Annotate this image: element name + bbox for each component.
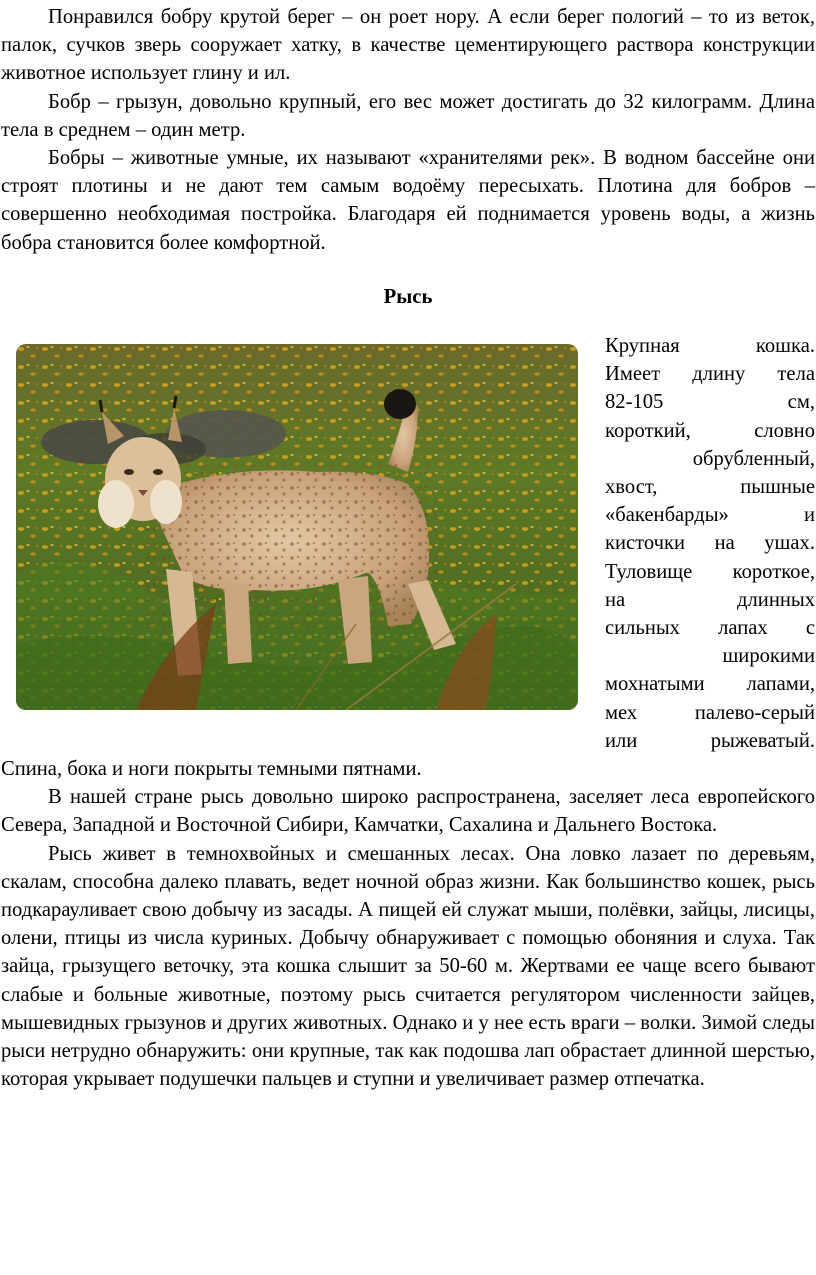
side-line: Имеет длину тела <box>605 363 815 386</box>
side-line: сильных лапах с <box>605 617 815 640</box>
side-line: «бакенбарды» и <box>605 504 815 527</box>
side-line: короткий, словно <box>605 419 815 442</box>
side-line: или рыжеватый. <box>605 729 815 752</box>
side-line: 82-105 см, <box>605 391 815 414</box>
lynx-photo <box>16 344 578 710</box>
side-line: широкими <box>722 645 815 668</box>
paragraph-beaver-dams: Бобры – животные умные, их называют «хранителями рек». В водном бассейне они строят плотины и не дают тем самым водоёму пересыхать. Плотина для бобров – совершенно необходимая постройка. Благодаря ей поднимается уровень воды, а жизнь бобра становится более комфортной. <box>1 147 815 254</box>
section-heading-lynx: Рысь <box>383 286 433 308</box>
side-line: хвост, пышные <box>605 476 815 499</box>
paragraph-lynx-range: В нашей стране рысь довольно широко распространена, заселяет леса европейского Севера, Западной и Восточной Сибири, Камчатки, Сахалина и Дальнего Востока. <box>1 786 815 837</box>
side-line: на длинных <box>605 588 815 611</box>
beaver-text-section <box>1 3 815 257</box>
paragraph-lynx-habits: Рысь живет в темнохвойных и смешанных лесах. Она ловко лазает по деревьям, скалам, способна далеко плавать, ведет ночной образ жизни. Как большинство кошек, рысь подкарауливает свою добычу из засады. А пищей ей служат мыши, полёвки, зайцы, лисицы, олени, птицы из числа куриных. Добычу обнаруживает с помощью обоняния и слуха. Так зайца, грызущего веточку, эта кошка слышит за 50-60 м. Жертвами ее чаще всего бывают слабые и больные животные, поэтому рысь считается регулятором численности зайцев, мышевидных грызунов и других животных. Однако и у нее есть враги – волки. Зимой следы рыси нетрудно обнаружить: они крупные, так как подошва лап обрастает длинной шерстью, которая укрывает подушечки пальцев и ступни и увеличивает размер отпечатка. <box>1 842 815 1091</box>
side-line: мохнатыми лапами, <box>605 673 815 696</box>
paragraph-beaver-burrow: Понравился бобру крутой берег – он роет нору. А если берег пологий – то из веток, палок, сучков зверь сооружает хатку, в качестве цементирующего раствора конструкции животное использует глину и ил. <box>1 6 815 85</box>
paragraph-beaver-size: Бобр – грызун, довольно крупный, его вес может достигать до 32 килограмм. Длина тела в среднем – один метр. <box>1 90 815 141</box>
side-line: Крупная кошка. <box>605 335 815 357</box>
lynx-description-side <box>605 332 815 755</box>
lynx-text-section <box>1 755 815 1093</box>
lynx-photo-frame <box>4 335 590 719</box>
side-line: Туловище короткое, <box>605 560 815 583</box>
paragraph-lynx-spots: Спина, бока и ноги покрыты темными пятнами. <box>1 758 422 780</box>
side-line: обрубленный, <box>692 447 815 470</box>
side-line: мех палево-серый <box>605 701 815 724</box>
side-line: кисточки на ушах. <box>605 532 815 555</box>
